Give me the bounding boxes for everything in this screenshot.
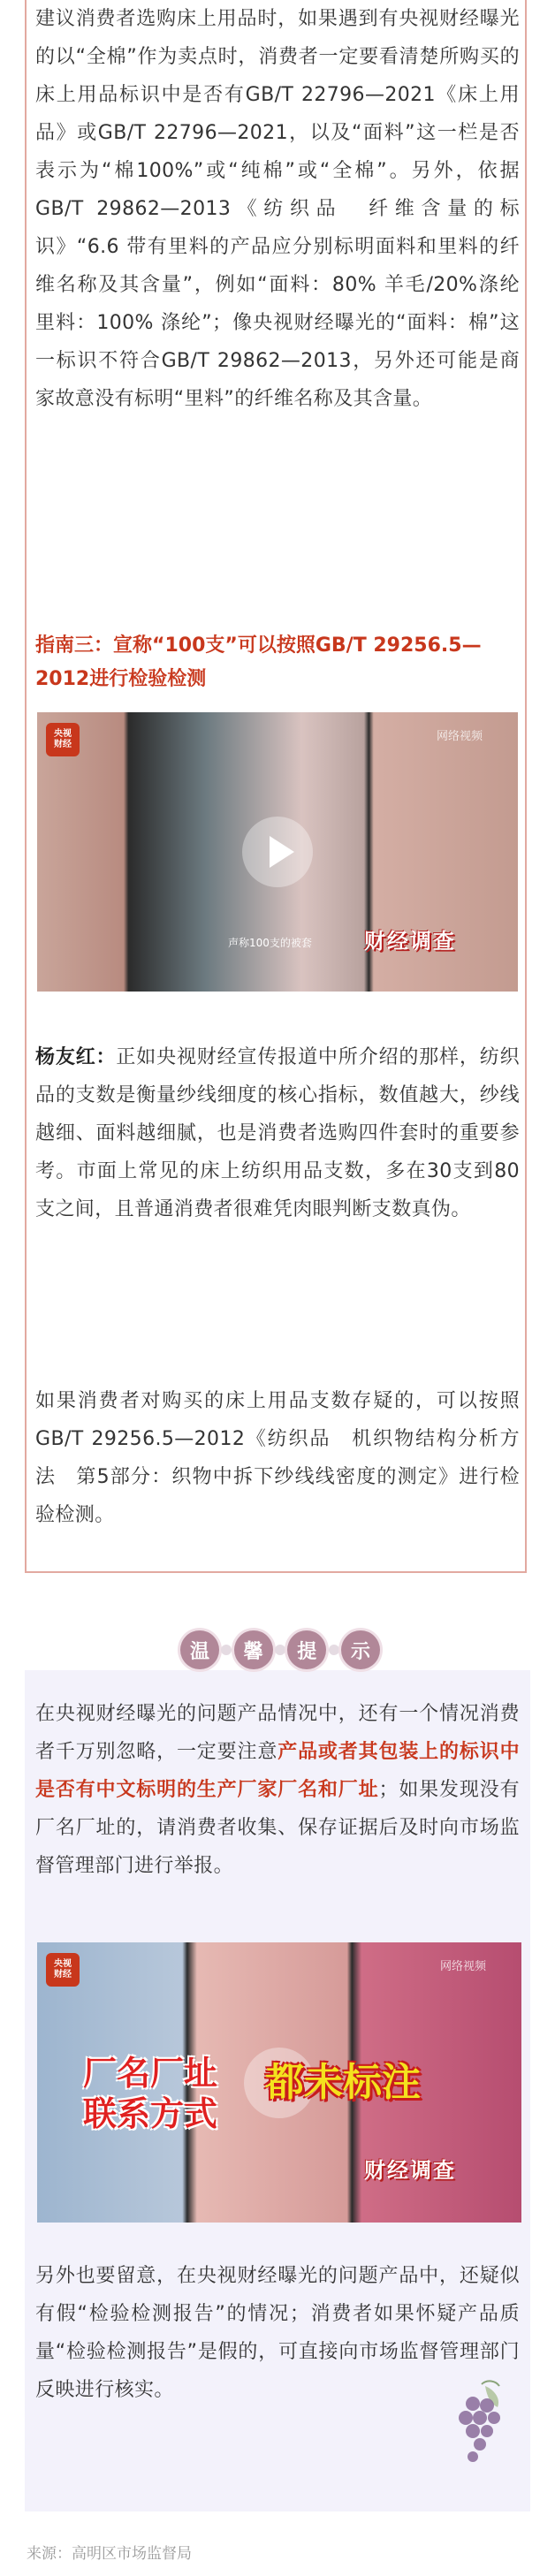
tips-separator-dot [329, 1645, 339, 1655]
video-caption: 声称100支的被套 [228, 937, 312, 949]
paragraph-fabric-labeling: 建议消费者选购床上用品时，如果遇到有央视财经曝光的以“全棉”作为卖点时，消费者一定要看清楚所购买的床上用品标识中是否有GB/T 22796—2021《床上用品》或GB/T 22796—2021，以及“面料”这一栏是否表示为“棉100%”或“纯棉”或“全棉”。另外，依据GB/T 29862—2013《纺织品 纤维含量的标识》“6.6 带有里料的产品应分别标明面料和里料的纤维名称及其含量”，例如“面料：80% 羊毛/20%涤纶 里料：100% 涤纶”；像央视财经曝光的“面料：棉”这一标识不符合GB/T 29862—2013，另外还可能是商家故意没有标明“里料”的纤维名称及其含量。 [35, 8, 540, 410]
cctv-finance-logo [46, 1953, 80, 1987]
tips-text-a: 在央视财经曝光的问题产品情况中，还有一个情况消费者千万别忽略，一定要注意 [35, 1703, 520, 1763]
overlay-line-name-address: 厂名厂址 [83, 2054, 218, 2093]
logo-line-2: 财经 [54, 740, 72, 749]
logo-line-1: 央视 [54, 1959, 72, 1969]
tips-text-b: ；如果发现没有厂名厂址的，请消费者收集、保存证据后及时向市场监督管理部门进行举报。 [35, 1779, 520, 1877]
overlay-line-contact: 联系方式 [83, 2094, 218, 2133]
video-overlay-red-text [83, 2053, 217, 2134]
speaker-text: 正如央视财经宣传报道中所介绍的那样，纺织品的支数是衡量纱线细度的核心指标，数值越大，纱线越细、面料越细腻，也是消费者选购四件套时的重要参考。市面上常见的床上纺织用品支数，多在30支到80支之间，且普通消费者很难凭肉眼判断支数真伪。 [35, 1046, 520, 1220]
video-watermark: 网络视频 [439, 1960, 486, 1973]
grapes-decoration-icon [446, 2377, 517, 2474]
video-overlay-yellow-text: 都未标注 [265, 2060, 421, 2105]
video-thumbnail-no-manufacturer[interactable] [37, 1942, 521, 2223]
video-watermark: 网络视频 [436, 730, 483, 743]
program-brand: 财经调查 [364, 929, 456, 954]
logo-line-1: 央视 [54, 729, 72, 739]
tips-paragraph-manufacturer [35, 1695, 520, 1885]
tips-separator-dot [221, 1645, 232, 1655]
tips-heading [180, 1629, 380, 1671]
guide-three-heading: 指南三：宣称“100支”可以按照GB/T 29256.5—2012进行检验检测 [35, 635, 482, 690]
cctv-finance-logo [46, 723, 80, 756]
tips-char-3: 提 [287, 1630, 326, 1669]
tips-highlight: 产品或者其包装上的标识中是否有中文标明的生产厂家厂名和厂址 [35, 1741, 520, 1801]
tips-char-2: 馨 [234, 1630, 273, 1669]
play-icon[interactable] [242, 817, 313, 887]
program-brand: 财经调查 [364, 2158, 456, 2183]
tips-char-4: 示 [341, 1630, 380, 1669]
video-thumbnail-100-count[interactable] [37, 712, 518, 992]
source-credit: 来源：高明区市场监督局 [27, 2545, 192, 2563]
paragraph-yarn-count [35, 1038, 520, 1228]
speaker-name: 杨友红： [35, 1046, 117, 1068]
logo-line-2: 财经 [54, 1970, 72, 1979]
paragraph-testing-standard: 如果消费者对购买的床上用品支数存疑的，可以按照GB/T 29256.5—2012《纺织品 机织物结构分析方法 第5部分：织物中拆下纱线线密度的测定》进行检验检测。 [35, 1390, 520, 1526]
tips-paragraph-fake-report: 另外也要留意，在央视财经曝光的问题产品中，还疑似有假“检验检测报告”的情况；消费者如果怀疑产品质量“检验检测报告”是假的，可直接向市场监督管理部门反映进行核实。 [35, 2265, 520, 2401]
tips-separator-dot [275, 1645, 285, 1655]
tips-char-1: 温 [180, 1630, 219, 1669]
